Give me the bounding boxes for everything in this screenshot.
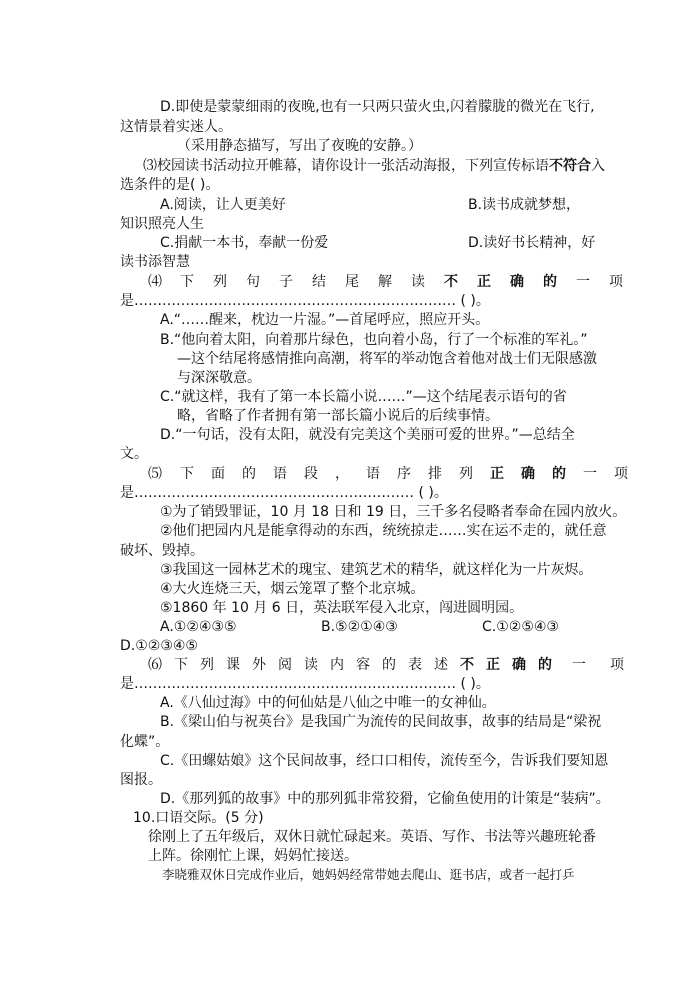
q4-char: 一: [576, 274, 590, 290]
q5-sentence-5: ⑤1860 年 10 月 6 日，英法联军侵入北京，闯进圆明园。: [160, 600, 524, 616]
q6-emphasis-char: 不: [460, 657, 474, 673]
q3-stem-post: 入: [591, 158, 605, 174]
q5-option-b: B.⑤②①④③: [321, 619, 398, 635]
q5-sentence-2-line1: ②他们把园内凡是能拿得动的东西，统统掠走……实在运不走的，就任意: [160, 523, 607, 539]
q6-option-c-line1: C.《田螺姑娘》这个民间故事，经口口相传，流传至今，告诉我们要知恩: [160, 753, 609, 769]
q5-char: 序: [397, 466, 411, 482]
q6-char: 列: [200, 657, 214, 673]
q4-char: 项: [609, 274, 623, 290]
q5-char: 列: [459, 466, 473, 482]
q6-char: 一: [572, 657, 586, 673]
q10-paragraph1-line1: 徐刚上了五年级后，双休日就忙碌起来。英语、写作、书法等兴趣班轮番: [148, 829, 596, 845]
q4-option-b-line1: B.“他向着太阳，向着那片绿色，也向着小岛，行了一个标准的军礼。”: [160, 332, 588, 348]
q4-emphasis-char: 的: [543, 274, 557, 290]
q6-number: ⑹: [148, 657, 162, 673]
q4-char: 列: [213, 274, 227, 290]
q4-char: 读: [411, 274, 425, 290]
q4-emphasis-char: 不: [444, 274, 458, 290]
q4-line2: 是…………………………………………………………… ( )。: [120, 293, 490, 309]
q6-emphasis-char: 正: [486, 657, 500, 673]
q3-option-c: C.捐献一本书，奉献一份爱: [160, 235, 329, 251]
q6-char: 容: [356, 657, 370, 673]
q10-paragraph2-line1: 李晓雅双休日完成作业后，她妈妈经常带她去爬山、逛书店，或者一起打乒: [162, 867, 575, 882]
q10-paragraph1-line2: 上阵。徐刚忙上课，妈妈忙接送。: [148, 848, 358, 864]
q5-sentence-1: ①为了销毁罪证，10 月 18 日和 19 日，三千多名侵略者奉命在园内放火。: [160, 504, 627, 520]
q5-option-c: C.①②⑤④③: [482, 619, 559, 635]
q5-char: 下: [180, 466, 194, 482]
q5-char: ，: [335, 466, 349, 482]
q5-sentence-2-line2: 破坏、毁掉。: [120, 543, 204, 559]
q4-option-b-line3: 与深深敬意。: [177, 370, 261, 386]
q6-char: 述: [434, 657, 448, 673]
q6-emphasis-char: 确: [512, 657, 526, 673]
q4-option-c-line1: C.“就这样，我有了第一本长篇小说……”—这个结尾表示语句的省: [160, 389, 567, 405]
q4-option-c-line2: 略，省略了作者拥有第一部长篇小说后的后续事情。: [177, 408, 499, 424]
q6-option-d: D.《那列狐的故事》中的那列狐非常狡猾，它偷鱼使用的计策是“装病”。: [160, 791, 610, 807]
q4-option-a: A.“……醒来，枕边一片湿。”—首尾呼应，照应开头。: [160, 312, 490, 328]
option-d-line1: D.即使是蒙蒙细雨的夜晚,也有一只两只萤火虫,闪着朦胧的微光在飞行,: [160, 99, 595, 115]
q6-option-a: A.《八仙过海》中的何仙姑是八仙之中唯一的女神仙。: [160, 695, 496, 711]
q5-char: 面: [211, 466, 225, 482]
q5-option-d: D.①②③④⑤: [120, 638, 198, 654]
q10-title: 10.口语交际。(5 分): [133, 810, 264, 826]
q4-option-d-line2: 文。: [120, 446, 148, 462]
q4-emphasis-char: 确: [510, 274, 524, 290]
q5-emphasis-char: 正: [490, 466, 504, 482]
option-d-note: （采用静态描写，写出了夜晚的安静。）: [177, 138, 422, 154]
q6-line2: 是…………………………………………………………… ( )。: [120, 676, 490, 692]
q5-number: ⑸: [148, 466, 162, 482]
q5-sentence-3: ③我国这一园林艺术的瑰宝、建筑艺术的精华，就这样化为一片灰烬。: [160, 562, 593, 578]
q3-option-d: D.读好书长精神，好: [468, 235, 596, 251]
q4-option-b-line2: —这个结尾将感情推向高潮，将军的举动饱含着他对战士们无限感激: [177, 351, 597, 367]
q4-char: 尾: [345, 274, 359, 290]
q6-char: 的: [382, 657, 396, 673]
q6-option-b-line2: 化蝶”。: [120, 734, 170, 750]
q6-char: 表: [408, 657, 422, 673]
q4-char: 下: [180, 274, 194, 290]
q5-char: 段: [304, 466, 318, 482]
q5-char: 语: [273, 466, 287, 482]
q6-char: 下: [174, 657, 188, 673]
q3-stem-line2: 选条件的是( )。: [120, 177, 220, 193]
q6-char: 读: [304, 657, 318, 673]
q3-stem-emphasis: 不符合: [549, 158, 591, 174]
q6-char: 课: [226, 657, 240, 673]
q3-stem: [143, 157, 605, 175]
q5-emphasis-char: 的: [552, 466, 566, 482]
q6-char: 阅: [278, 657, 292, 673]
q6-char: 项: [610, 657, 624, 673]
q5-char: 排: [428, 466, 442, 482]
q5-emphasis-char: 确: [521, 466, 535, 482]
q4-number: ⑷: [148, 274, 162, 290]
q4-char: 句: [246, 274, 260, 290]
q6-char: 内: [330, 657, 344, 673]
q6-option-c-line2: 图报。: [120, 772, 162, 788]
q4-char: 解: [378, 274, 392, 290]
q3-option-d-cont: 读书添智慧: [120, 254, 190, 270]
q4-emphasis-char: 正: [477, 274, 491, 290]
q4-option-d-line1: D.“一句话，没有太阳，就没有完美这个美丽可爱的世界。”—总结全: [160, 427, 575, 443]
q3-option-a: A.阅读，让人更美好: [160, 197, 286, 213]
q5-char: 项: [614, 466, 628, 482]
q5-option-a: A.①②④③⑤: [160, 619, 237, 635]
q5-char: 的: [242, 466, 256, 482]
q6-emphasis-char: 的: [538, 657, 552, 673]
q5-sentence-4: ④大火连烧三天，烟云笼罩了整个北京城。: [160, 581, 425, 597]
q5-char: 语: [366, 466, 380, 482]
q4-char: 结: [312, 274, 326, 290]
q6-option-b-line1: B.《梁山伯与祝英台》是我国广为流传的民间故事，故事的结局是“梁祝: [160, 714, 602, 730]
q5-line2: 是…………………………………………………… ( )。: [120, 485, 448, 501]
q6-char: 外: [252, 657, 266, 673]
q5-char: 一: [583, 466, 597, 482]
q3-option-b: B.读书成就梦想，: [468, 197, 581, 213]
q3-stem-pre: ⑶校园读书活动拉开帷幕，请你设计一张活动海报，下列宣传标语: [143, 158, 549, 174]
option-d-line2: 这情景着实迷人。: [120, 119, 232, 135]
q4-char: 子: [279, 274, 293, 290]
q3-option-b-cont: 知识照亮人生: [120, 216, 204, 232]
